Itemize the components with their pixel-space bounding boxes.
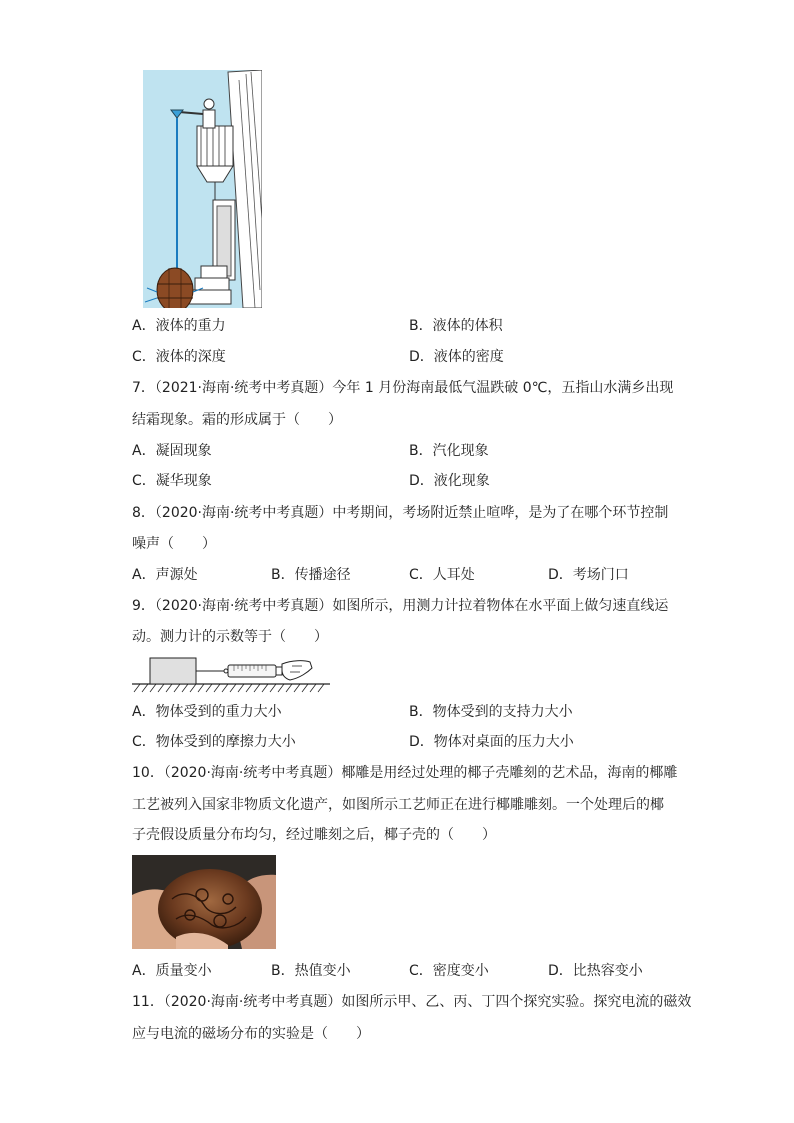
coconut-carving-photo <box>132 855 276 949</box>
q6-option-b: B．液体的体积 <box>409 318 503 334</box>
q6-option-c: C．液体的深度 <box>132 349 226 365</box>
q8-option-a: A．声源处 <box>132 567 198 583</box>
q10-option-d: D．比热容变小 <box>548 963 643 979</box>
q6-option-a: A．液体的重力 <box>132 318 226 334</box>
q8-stem-line2: 噪声（ ） <box>132 536 216 552</box>
q7-option-b: B．汽化现象 <box>409 443 489 459</box>
q10-stem-line2: 工艺被列入国家非物质文化遗产，如图所示工艺师正在进行椰雕雕刻。一个处理后的椰 <box>132 797 664 813</box>
q9-option-b: B．物体受到的支持力大小 <box>409 704 573 720</box>
q9-stem-line2: 动。测力计的示数等于（ ） <box>132 629 328 645</box>
q6-option-d: D．液体的密度 <box>409 349 504 365</box>
q9-option-d: D．物体对桌面的压力大小 <box>409 734 574 750</box>
q8-option-c: C．人耳处 <box>409 567 475 583</box>
spring-scale-figure <box>132 654 332 694</box>
q10-stem-line3: 子壳假设质量分布均匀，经过雕刻之后，椰子壳的（ ） <box>132 827 496 843</box>
q9-stem-line1: 9．（2020·海南·统考中考真题）如图所示，用测力计拉着物体在水平面上做匀速直线运 <box>132 598 669 614</box>
q10-stem-line1: 10．（2020·海南·统考中考真题）椰雕是用经过处理的椰子壳雕刻的艺术品，海南的椰雕 <box>132 765 678 781</box>
q10-option-b: B．热值变小 <box>271 963 351 979</box>
q7-stem-line1: 7．（2021·海南·统考中考真题）今年 1 月份海南最低气温跌破 0℃，五指山水满乡出现 <box>132 380 674 396</box>
q7-stem-line2: 结霜现象。霜的形成属于（ ） <box>132 412 342 428</box>
q9-option-c: C．物体受到的摩擦力大小 <box>132 734 296 750</box>
q11-stem-line1: 11．（2020·海南·统考中考真题）如图所示甲、乙、丙、丁四个探究实验。探究电流的磁效 <box>132 994 692 1010</box>
q10-option-c: C．密度变小 <box>409 963 489 979</box>
q8-option-d: D．考场门口 <box>548 567 629 583</box>
q7-option-a: A．凝固现象 <box>132 443 212 459</box>
q7-option-c: C．凝华现象 <box>132 473 212 489</box>
q9-option-a: A．物体受到的重力大小 <box>132 704 282 720</box>
q10-option-a: A．质量变小 <box>132 963 212 979</box>
q7-option-d: D．液化现象 <box>409 473 490 489</box>
q8-option-b: B．传播途径 <box>271 567 351 583</box>
q11-stem-line2: 应与电流的磁场分布的实验是（ ） <box>132 1026 370 1042</box>
pascal-barrel-figure <box>143 70 262 308</box>
q8-stem-line1: 8．（2020·海南·统考中考真题）中考期间，考场附近禁止喧哗，是为了在哪个环节控制 <box>132 505 669 521</box>
